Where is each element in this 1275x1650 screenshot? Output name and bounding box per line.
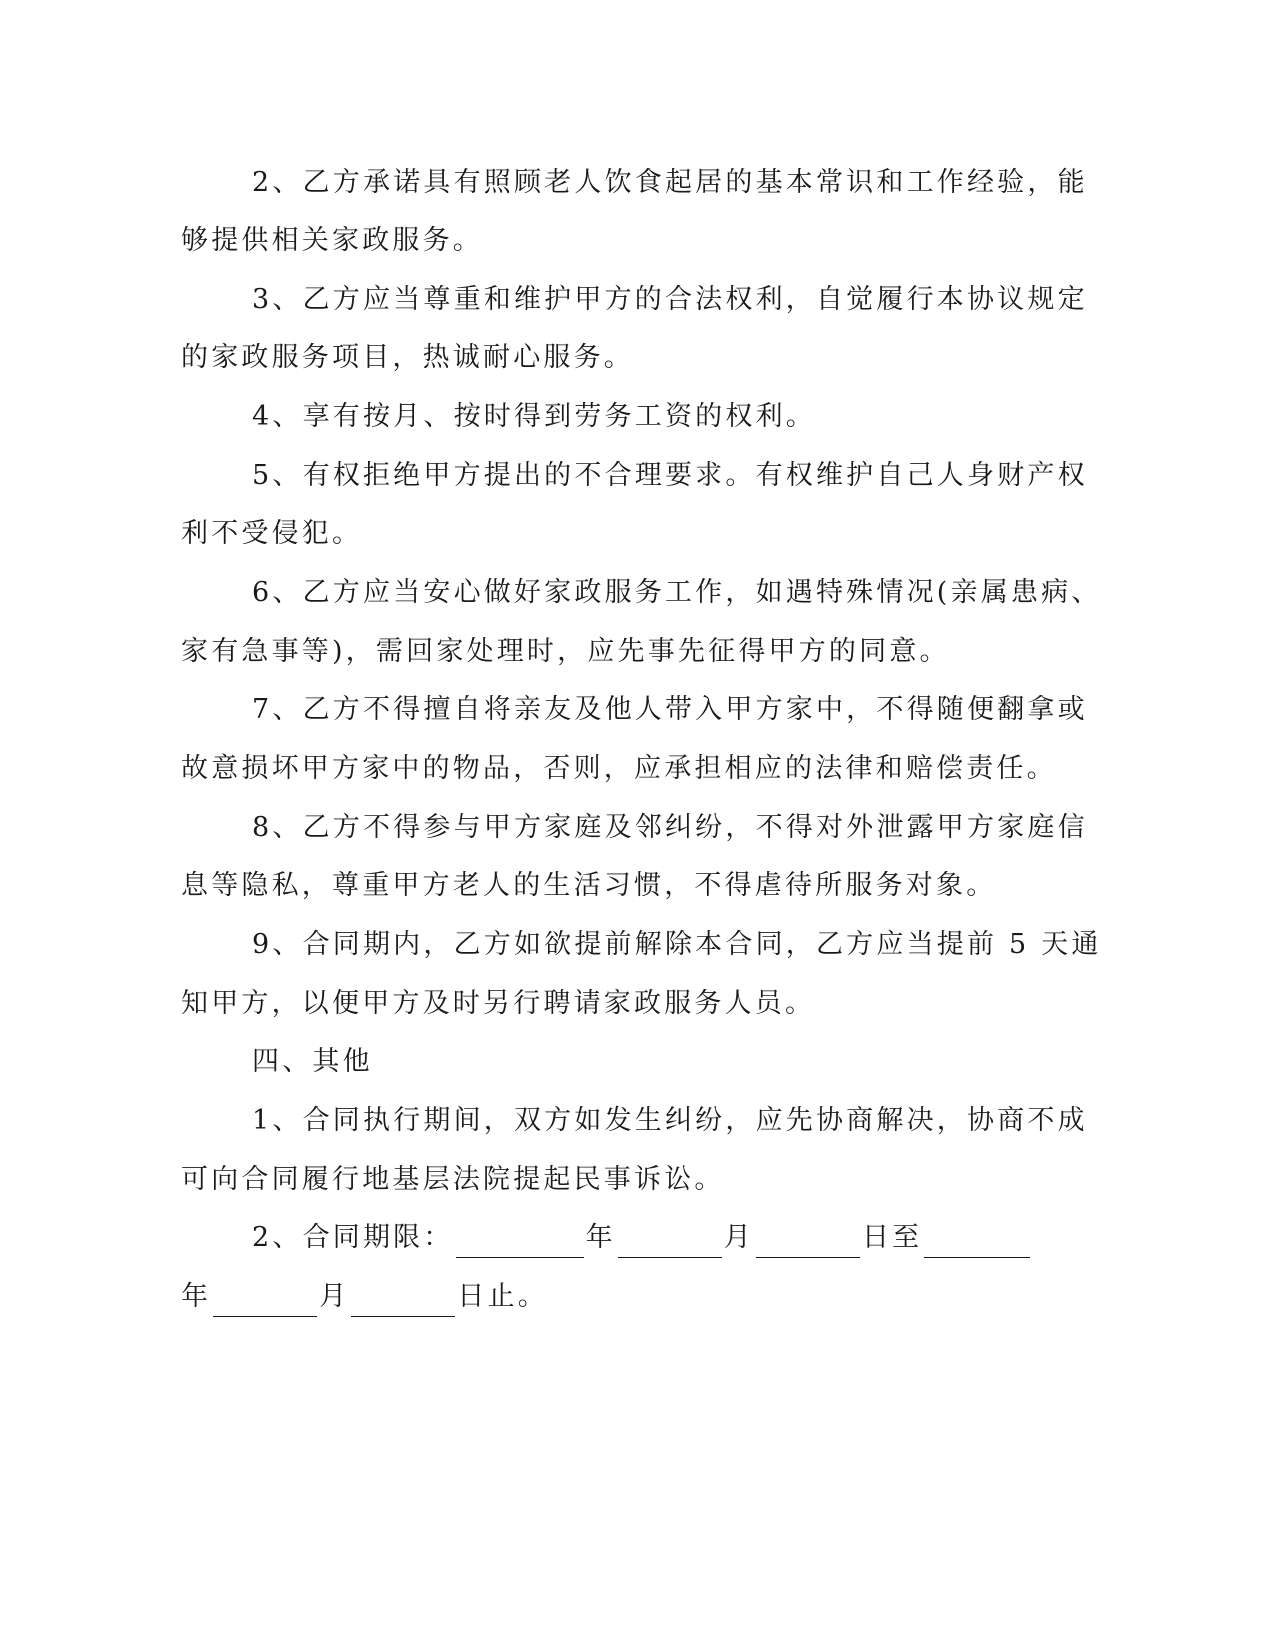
end-month-unit: 月 <box>319 1281 350 1312</box>
other-clause-1-line-1: 1、合同执行期间，双方如发生纠纷，应先协商解决，协商不成 <box>252 1105 1088 1136</box>
clause-6-line-1: 6、乙方应当安心做好家政服务工作，如遇特殊情况(亲属患病、 <box>252 577 1102 608</box>
clause-3-line-1: 3、乙方应当尊重和维护甲方的合法权利，自觉履行本协议规定 <box>252 284 1088 315</box>
clause-9-line-2: 知甲方，以便甲方及时另行聘请家政服务人员。 <box>181 988 816 1019</box>
end-day-unit: 日止。 <box>457 1281 549 1312</box>
end-month-blank <box>213 1286 317 1317</box>
other-clause-1-line-2: 可向合同履行地基层法院提起民事诉讼。 <box>181 1164 725 1195</box>
start-year-unit: 年 <box>585 1222 616 1253</box>
clause-9-line-1: 9、合同期内，乙方如欲提前解除本合同，乙方应当提前 5 天通 <box>252 929 1102 960</box>
clause-5-line-1: 5、有权拒绝甲方提出的不合理要求。有权维护自己人身财产权 <box>252 460 1088 491</box>
contract-term-line-2 <box>181 1277 548 1317</box>
clause-8-line-2: 息等隐私，尊重甲方老人的生活习惯，不得虐待所服务对象。 <box>181 870 997 901</box>
clause-3-line-2: 的家政服务项目，热诚耐心服务。 <box>181 342 634 373</box>
start-day-blank <box>756 1227 860 1258</box>
start-year-blank <box>456 1227 584 1258</box>
clause-6-line-2: 家有急事等)，需回家处理时，应先事先征得甲方的同意。 <box>181 636 950 667</box>
end-year-unit: 年 <box>181 1281 212 1312</box>
clause-4-line-1: 4、享有按月、按时得到劳务工资的权利。 <box>252 401 816 432</box>
clause-7-line-1: 7、乙方不得擅自将亲友及他人带入甲方家中，不得随便翻拿或 <box>252 694 1088 725</box>
contract-term-label: 2、合同期限： <box>252 1222 454 1253</box>
end-year-blank <box>924 1227 1030 1258</box>
clause-2-line-2: 够提供相关家政服务。 <box>181 225 483 256</box>
clause-7-line-2: 故意损坏甲方家中的物品，否则，应承担相应的法律和赔偿责任。 <box>181 753 1057 784</box>
end-day-blank <box>351 1286 455 1317</box>
start-day-to: 日至 <box>861 1222 923 1253</box>
clause-2-line-1: 2、乙方承诺具有照顾老人饮食起居的基本常识和工作经验，能 <box>252 167 1088 198</box>
section-heading-other: 四、其他 <box>252 1046 373 1077</box>
clause-5-line-2: 利不受侵犯。 <box>181 518 363 549</box>
clause-8-line-1: 8、乙方不得参与甲方家庭及邻纠纷，不得对外泄露甲方家庭信 <box>252 812 1088 843</box>
start-month-blank <box>618 1227 722 1258</box>
contract-term-line-1 <box>252 1218 1032 1258</box>
start-month-unit: 月 <box>723 1222 754 1253</box>
